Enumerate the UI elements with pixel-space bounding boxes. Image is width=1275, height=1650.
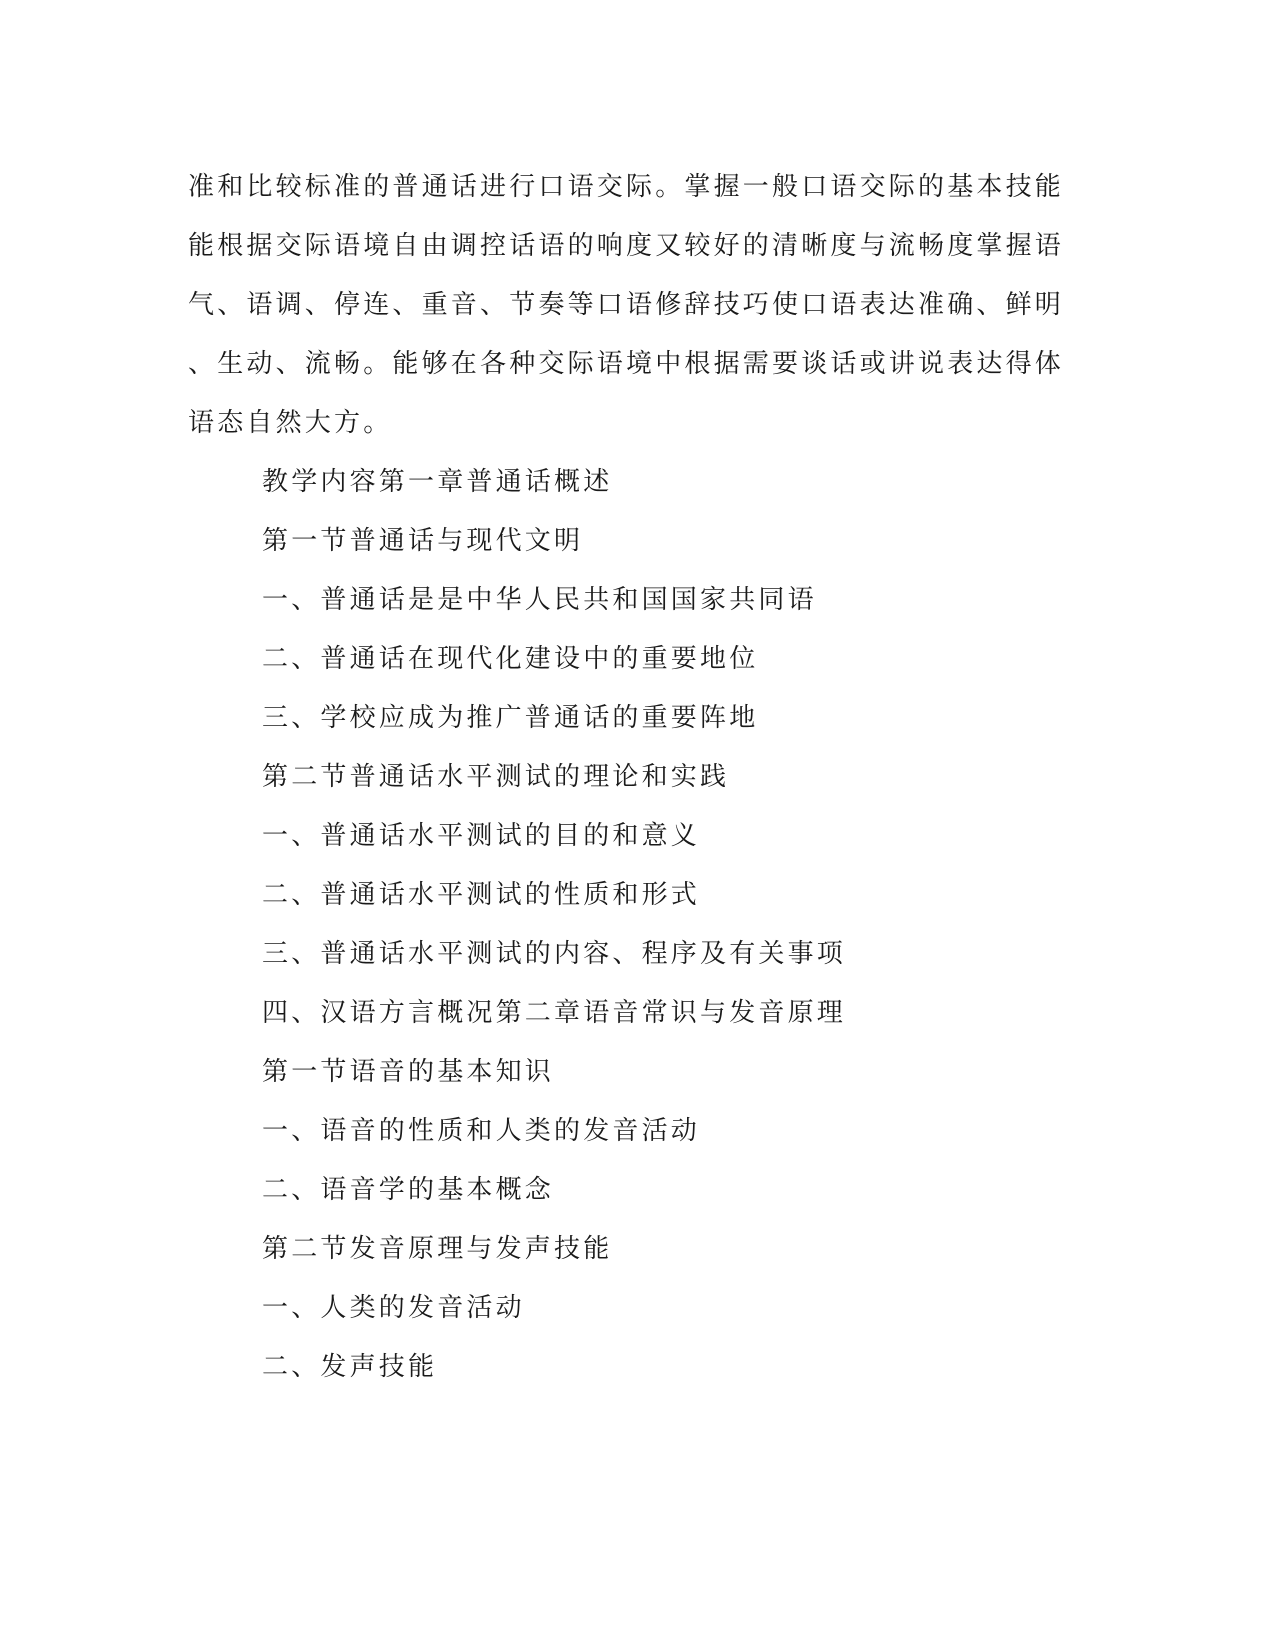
section-heading: 第二节发音原理与发声技能 <box>262 1234 613 1264</box>
paragraph-line: 能根据交际语境自由调控话语的响度又较好的清晰度与流畅度掌握语 <box>188 231 1065 261</box>
outline-item: 一、普通话水平测试的目的和意义 <box>262 821 701 851</box>
outline-item: 一、语音的性质和人类的发音活动 <box>262 1116 701 1146</box>
section-heading: 第一节语音的基本知识 <box>262 1057 555 1087</box>
outline-item: 一、人类的发音活动 <box>262 1293 525 1323</box>
paragraph-line: 准和比较标准的普通话进行口语交际。掌握一般口语交际的基本技能 <box>188 172 1065 202</box>
outline-item: 三、普通话水平测试的内容、程序及有关事项 <box>262 939 847 969</box>
section-heading: 第二节普通话水平测试的理论和实践 <box>262 762 730 792</box>
outline-item: 三、学校应成为推广普通话的重要阵地 <box>262 703 759 733</box>
outline-item: 一、普通话是是中华人民共和国国家共同语 <box>262 585 817 615</box>
section-heading: 第一节普通话与现代文明 <box>262 526 584 556</box>
paragraph-line: 气、语调、停连、重音、节奏等口语修辞技巧使口语表达准确、鲜明 <box>188 290 1065 320</box>
outline-item: 四、汉语方言概况第二章语音常识与发音原理 <box>262 998 847 1028</box>
outline-item: 二、语音学的基本概念 <box>262 1175 555 1205</box>
outline-item: 二、发声技能 <box>262 1352 438 1382</box>
chapter-heading: 教学内容第一章普通话概述 <box>262 467 613 497</box>
paragraph-line: 、生动、流畅。能够在各种交际语境中根据需要谈话或讲说表达得体 <box>188 349 1065 379</box>
outline-item: 二、普通话在现代化建设中的重要地位 <box>262 644 759 674</box>
outline-item: 二、普通话水平测试的性质和形式 <box>262 880 701 910</box>
paragraph-line: 语态自然大方。 <box>188 408 393 438</box>
